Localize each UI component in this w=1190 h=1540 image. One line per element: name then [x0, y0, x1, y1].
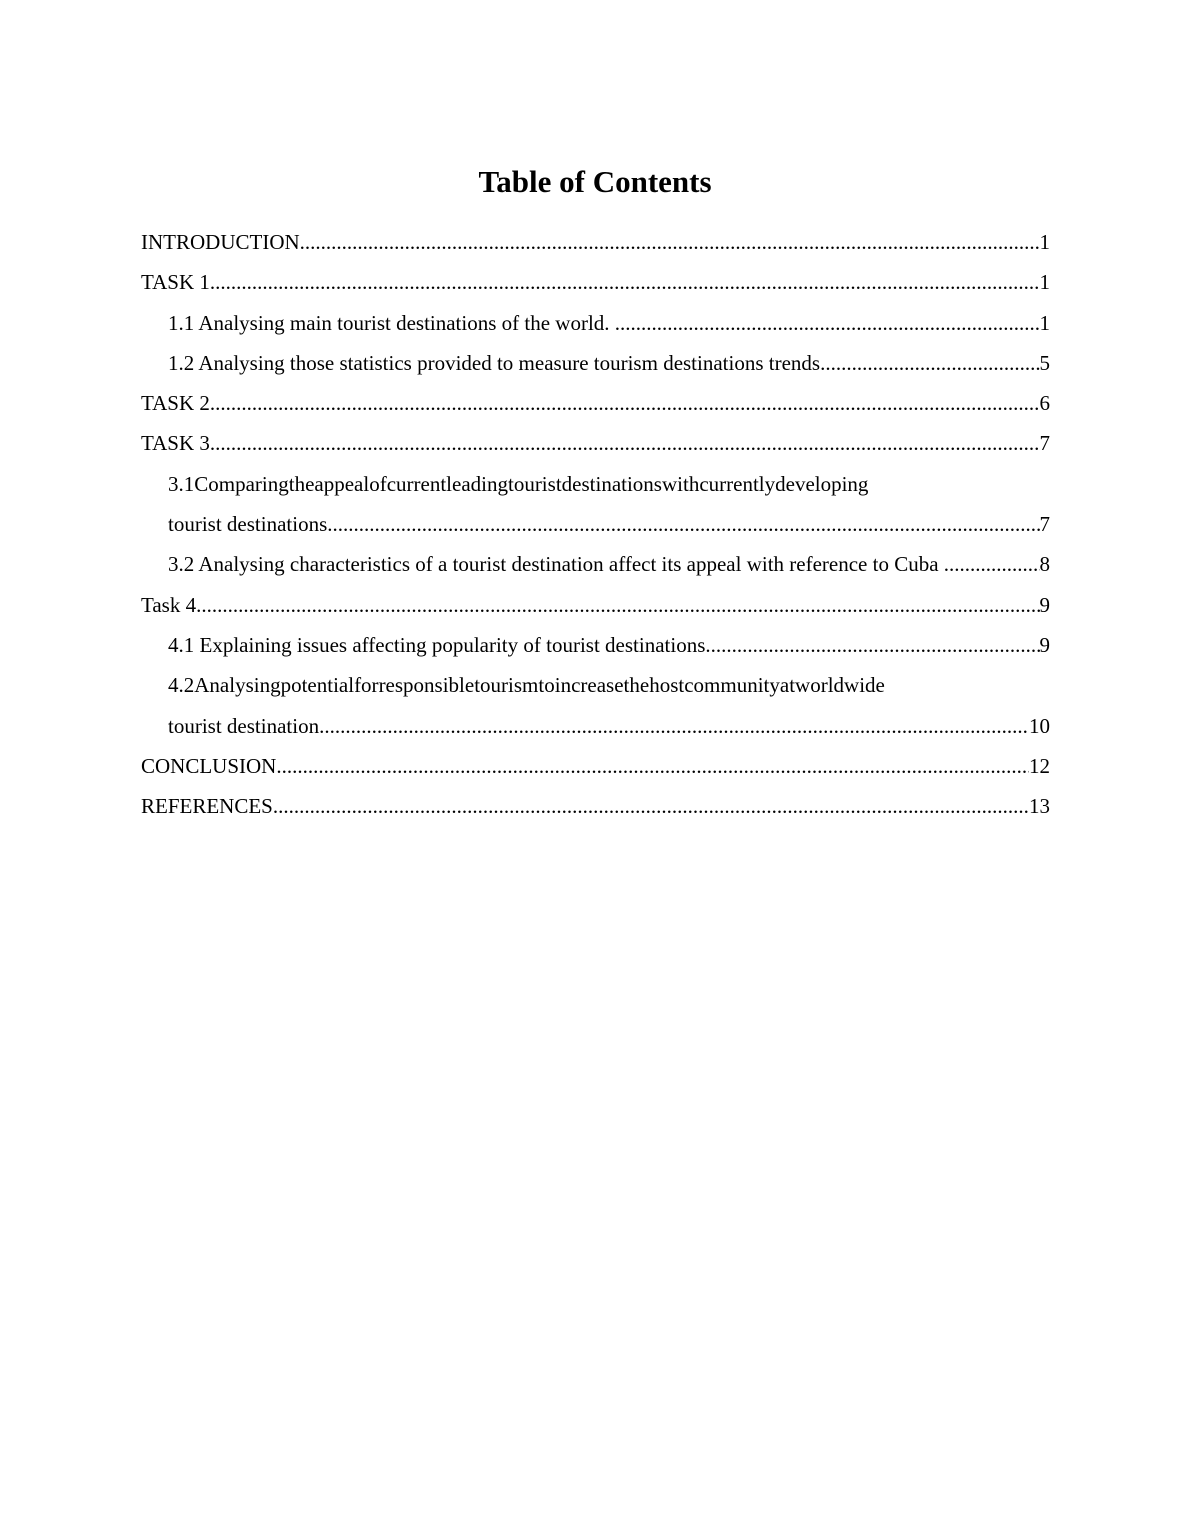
toc-entry-task-2[interactable] — [141, 383, 1050, 423]
toc-entry-introduction[interactable] — [141, 222, 1050, 262]
toc-entry-page: 9 — [1039, 632, 1050, 657]
toc-entry-label: 1.1 Analysing main tourist destinations of the world. — [168, 310, 615, 335]
dot-leader — [210, 383, 1040, 423]
dot-leader — [300, 222, 1040, 262]
dot-leader — [273, 786, 1029, 826]
toc-entry-label: TASK 3 — [141, 431, 210, 456]
toc-word: 3.1 — [168, 471, 195, 496]
toc-entry-label-line1 — [168, 464, 1050, 504]
toc-word: the — [623, 673, 650, 698]
toc-word: tourist — [507, 471, 562, 496]
toc-entry-task-3[interactable] — [141, 423, 1050, 463]
toc-entry-page: 6 — [1039, 391, 1050, 416]
toc-entry-label-line1 — [168, 665, 1050, 705]
toc-entry-label-line2: tourist destination — [168, 713, 320, 738]
toc-word: of — [369, 471, 387, 496]
dot-leader — [615, 303, 1040, 343]
toc-entry-4-1[interactable] — [168, 625, 1050, 665]
toc-entry-page: 8 — [1039, 552, 1050, 577]
dot-leader — [210, 262, 1040, 302]
toc-entry-label: 4.1 Explaining issues affecting popularity of tourist destinations — [168, 632, 706, 657]
toc-entry-label: 3.2 Analysing characteristics of a tourist destination affect its appeal with reference to Cuba — [168, 552, 944, 577]
toc-word: increase — [554, 673, 624, 698]
dot-leader — [327, 504, 1039, 544]
toc-word: current — [386, 471, 447, 496]
dot-leader — [319, 706, 1029, 746]
toc-entry-page: 10 — [1029, 713, 1050, 738]
dot-leader — [276, 746, 1029, 786]
toc-word: leading — [446, 471, 508, 496]
toc-entry-label: TASK 2 — [141, 391, 210, 416]
toc-word: community — [684, 673, 780, 698]
toc-entry-page: 7 — [1039, 431, 1050, 456]
toc-word: potential — [280, 673, 355, 698]
toc-entry-label: 1.2 Analysing those statistics provided to measure tourism destinations trends — [168, 350, 821, 375]
toc-entry-page: 7 — [1039, 512, 1050, 537]
toc-entry-conclusion[interactable] — [141, 746, 1050, 786]
dot-leader — [210, 423, 1040, 463]
toc-entry-label: CONCLUSION — [141, 753, 277, 778]
toc-entry-1-1[interactable] — [168, 303, 1050, 343]
toc-entry-label: REFERENCES — [141, 794, 273, 819]
toc-entry-page: 12 — [1029, 753, 1050, 778]
toc-word: worldwide — [795, 673, 885, 698]
toc-entry-label-line2: tourist destinations — [168, 512, 328, 537]
dot-leader — [820, 343, 1039, 383]
toc-entry-references[interactable] — [141, 786, 1050, 826]
toc-word: tourism — [474, 673, 539, 698]
toc-entry-3-2[interactable] — [168, 544, 1050, 584]
toc-word: with — [661, 471, 700, 496]
toc-title: Table of Contents — [478, 164, 712, 199]
toc-entry-4-2[interactable] — [168, 665, 1050, 746]
dot-leader — [944, 544, 1040, 584]
toc-entry-page: 5 — [1039, 350, 1050, 375]
toc-word: responsible — [378, 673, 475, 698]
toc-word: to — [538, 673, 555, 698]
toc-word: appeal — [314, 471, 370, 496]
toc-word: developing — [775, 471, 869, 496]
toc-entry-page: 1 — [1039, 310, 1050, 335]
toc-entry-label: TASK 1 — [141, 270, 210, 295]
toc-word: Comparing — [194, 471, 289, 496]
toc-word: the — [288, 471, 315, 496]
toc-entry-task-1[interactable] — [141, 262, 1050, 302]
toc-entry-task-4[interactable] — [141, 585, 1050, 625]
dot-leader — [196, 585, 1039, 625]
toc-word: Analysing — [194, 673, 281, 698]
toc-entry-page: 1 — [1039, 270, 1050, 295]
toc-entry-label: Task 4 — [141, 592, 197, 617]
toc-entry-page: 13 — [1029, 794, 1050, 819]
toc-word: at — [779, 673, 796, 698]
toc-list — [141, 222, 1050, 826]
dot-leader — [705, 625, 1039, 665]
toc-word: host — [649, 673, 685, 698]
toc-entry-page: 9 — [1039, 592, 1050, 617]
toc-word: currently — [699, 471, 776, 496]
toc-word: 4.2 — [168, 673, 195, 698]
toc-word: destinations — [561, 471, 662, 496]
toc-entry-label: INTRODUCTION — [141, 230, 300, 254]
toc-entry-3-1[interactable] — [168, 464, 1050, 545]
toc-entry-1-2[interactable] — [168, 343, 1050, 383]
toc-word: for — [354, 673, 379, 698]
toc-entry-page: 1 — [1039, 230, 1050, 254]
